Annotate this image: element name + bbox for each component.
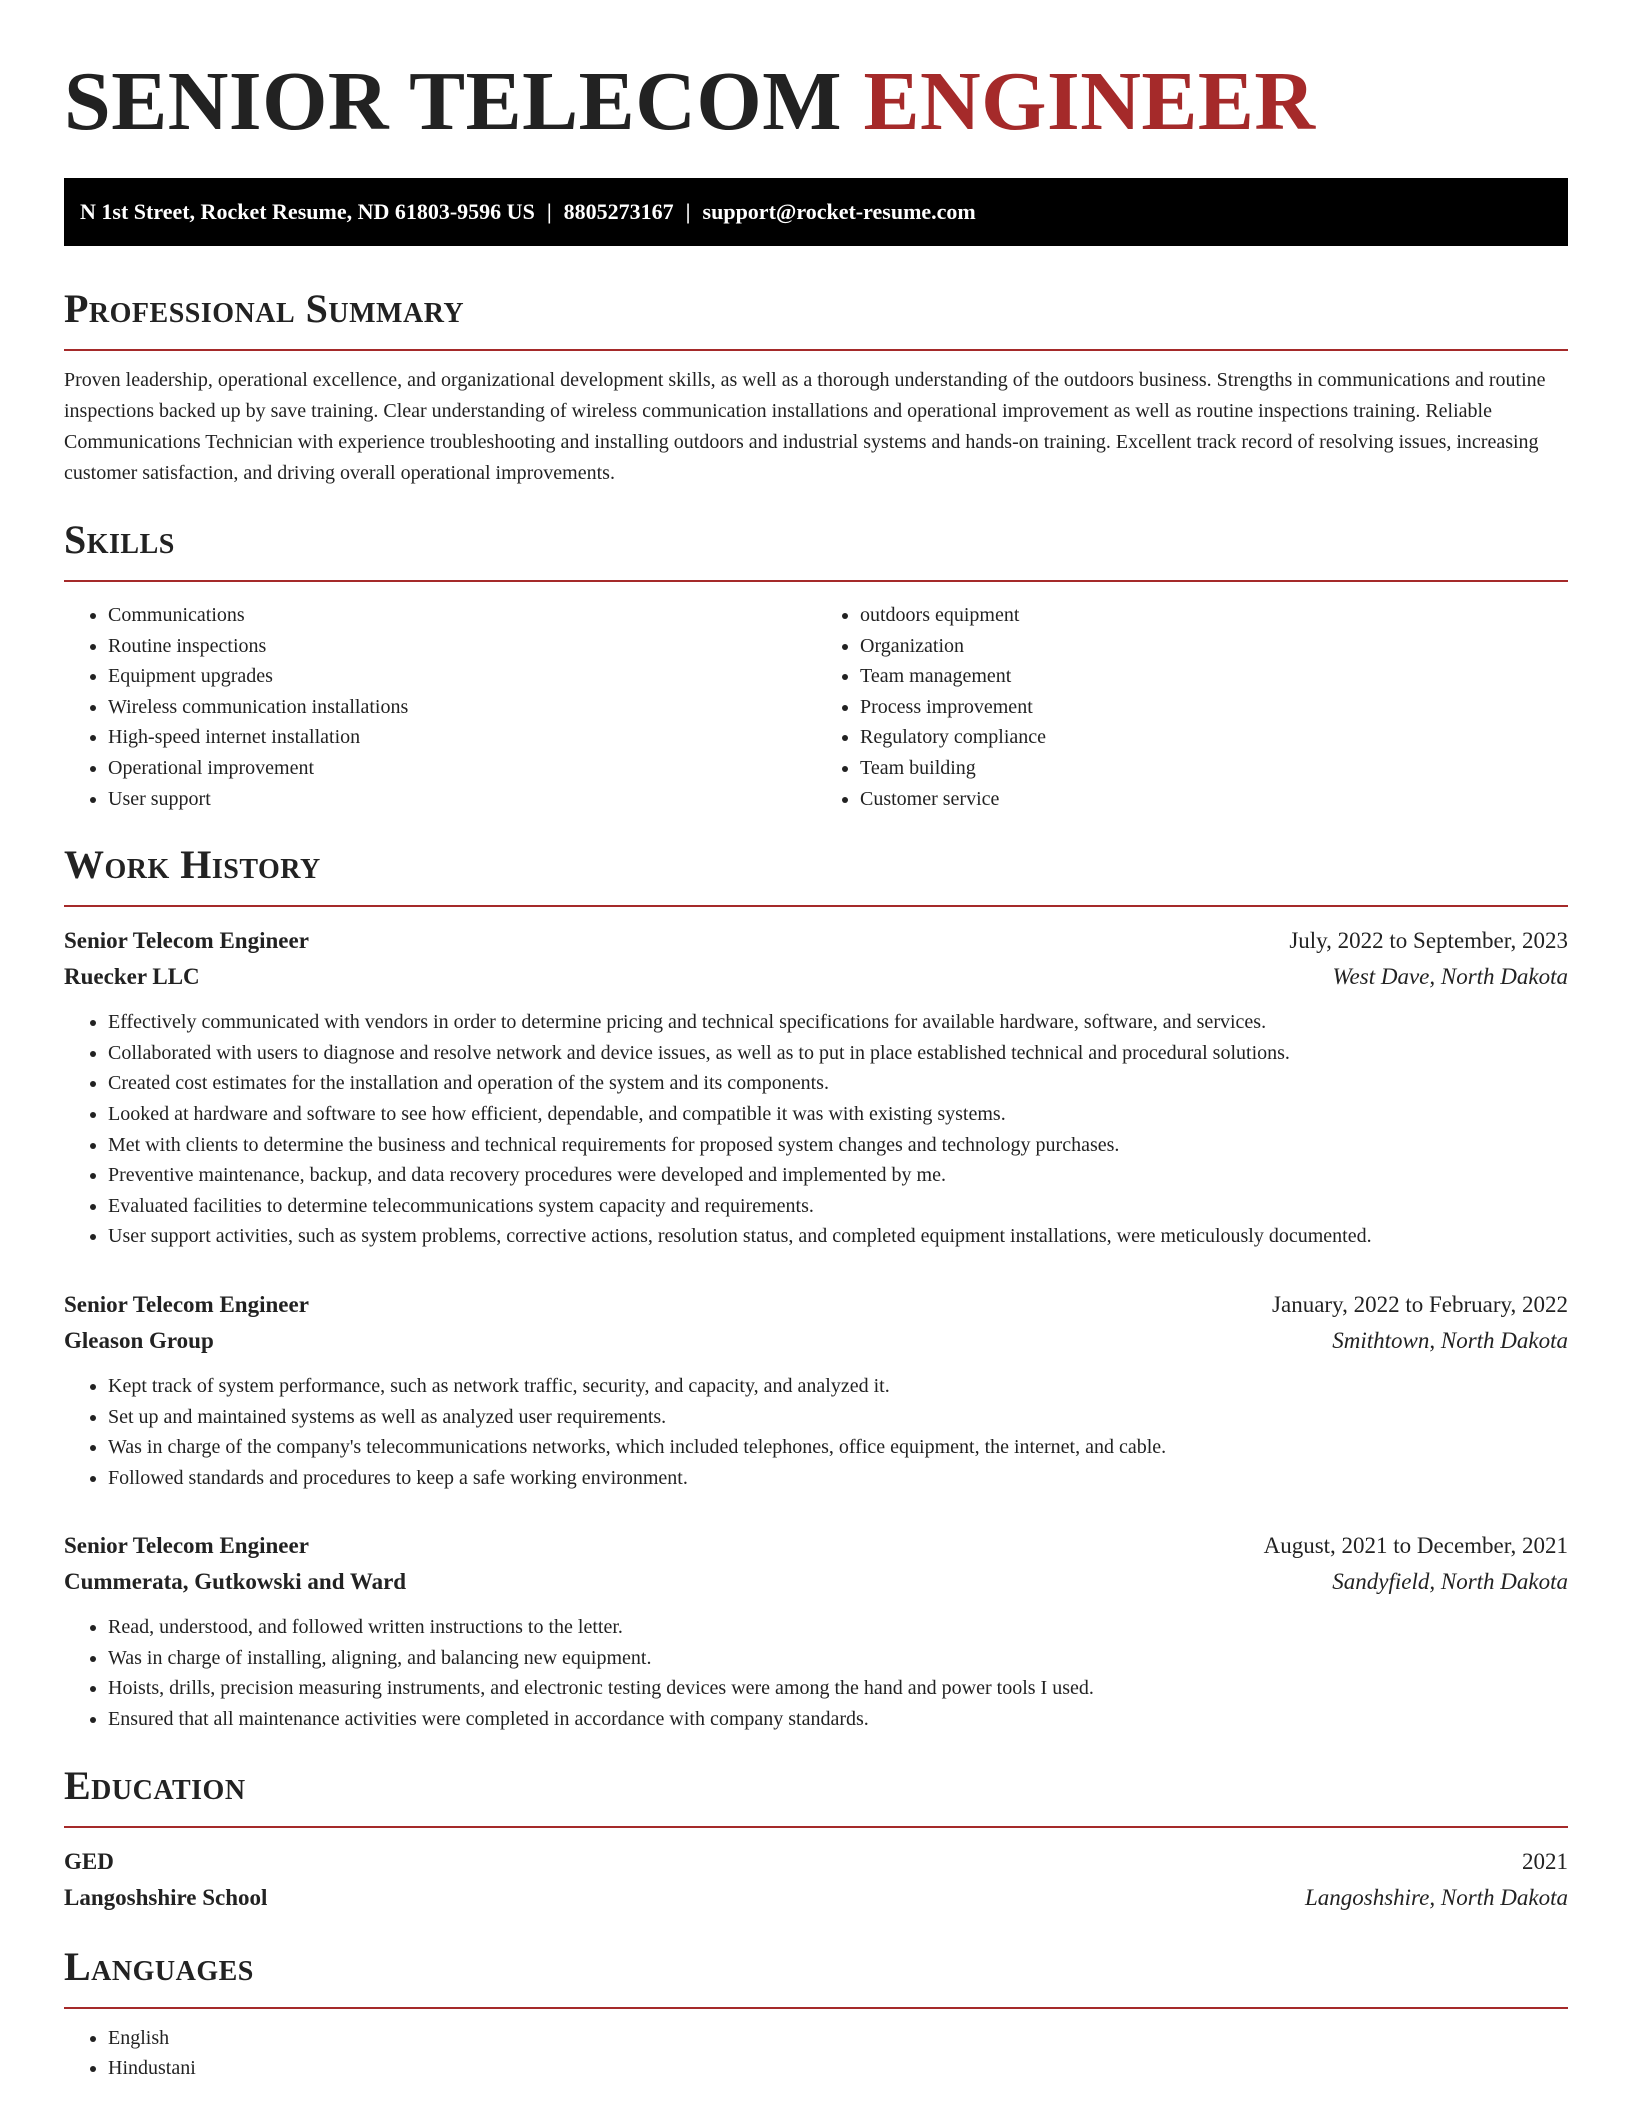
skill-item: • Team management [860,661,1568,692]
summary-text: Proven leadership, operational excellence, and organizational development skills, as well as a thorough understanding of the outdoors business. Strengths in communications and routine inspections backed up by save training. Clear understanding of wireless communication installations and operational improvement as well as routine inspections training. Reliable Communications Technician with experience troubleshooting and installing outdoors and industrial systems and hands-on training. Excellent track record of resolving issues, increasing customer satisfaction, and driving overall operational improvements. [64,369,1546,484]
education-section [64,1763,1568,1916]
section-title-skills: Skills [64,517,175,562]
job-entry [64,923,1568,1252]
section-title-work: Work History [64,842,321,888]
section-title-languages: Languages [64,1943,254,1989]
job-bullet: • Created cost estimates for the installation and operation of the system and its components. [108,1068,1568,1099]
skills-columns [64,600,1568,814]
job-bullet: • Effectively communicated with vendors in order to determine pricing and technical specifications for available hardware, software, and services. [108,1007,1568,1038]
skill-item: • Routine inspections [108,631,816,662]
language-item: • English [108,2023,1568,2054]
contact-address: N 1st Street, Rocket Resume, ND 61803-9596 US [80,199,535,224]
education-entry [64,1844,1568,1916]
section-title-summary: Professional Summary [64,286,465,331]
skill-item: • Customer service [860,784,1568,815]
job-bullet: • Followed standards and procedures to keep a safe working environment. [108,1463,1568,1494]
job-header-row [64,923,1568,959]
education-header-row [64,1844,1568,1880]
skill-item: • Team building [860,753,1568,784]
skills-section [64,517,1568,814]
job-company-row [64,1323,1568,1359]
skill-item: • High-speed internet installation [108,722,816,753]
job-entry [64,1528,1568,1734]
job-bullet: • Read, understood, and followed written instructions to the letter. [108,1612,1568,1643]
job-company: Ruecker LLC [64,964,200,990]
education-school: Langoshshire School [64,1884,268,1910]
education-school-row [64,1880,1568,1916]
job-header-row [64,1528,1568,1564]
contact-separator: | [685,199,691,224]
job-bullet: • Was in charge of installing, aligning, and balancing new equipment. [108,1643,1568,1674]
title-main: SENIOR TELECOM [64,55,842,148]
skill-item: • Wireless communication installations [108,692,816,723]
job-bullets [64,1007,1568,1252]
section-divider [64,905,1568,907]
skills-left-list [64,600,816,814]
skills-right-list [816,600,1568,814]
skill-item: • Communications [108,600,816,631]
job-company-row [64,959,1568,995]
job-bullet: • Looked at hardware and software to see how efficient, dependable, and compatible it was with existing systems. [108,1099,1568,1130]
job-company: Cummerata, Gutkowski and Ward [64,1569,407,1595]
section-divider [64,2007,1568,2009]
work-section [64,842,1568,1735]
job-bullet: • Evaluated facilities to determine telecommunications system capacity and requirements. [108,1191,1568,1222]
job-location: Sandyfield, North Dakota [1332,1569,1568,1595]
job-dates: January, 2022 to February, 2022 [1272,1291,1568,1317]
skill-item: • outdoors equipment [860,600,1568,631]
summary-section [64,286,1568,489]
job-company-row [64,1564,1568,1600]
job-bullet: • Preventive maintenance, backup, and data recovery procedures were developed and implemented by me. [108,1160,1568,1191]
education-degree: GED [64,1848,114,1874]
education-location: Langoshshire, North Dakota [1304,1884,1568,1910]
job-bullet: • Kept track of system performance, such as network traffic, security, and capacity, and analyzed it. [108,1371,1568,1402]
skill-item: • Organization [860,631,1568,662]
contact-separator: | [546,199,552,224]
job-bullets [64,1612,1568,1734]
contact-phone[interactable]: 8805273167 [563,199,674,224]
job-bullet: • Hoists, drills, precision measuring instruments, and electronic testing devices were among the hand and power tools I used. [108,1673,1568,1704]
skill-item: • User support [108,784,816,815]
job-bullet: • Set up and maintained systems as well as analyzed user requirements. [108,1402,1568,1433]
skill-item: • Operational improvement [108,753,816,784]
job-header-row [64,1287,1568,1323]
job-bullet: • Collaborated with users to diagnose and resolve network and device issues, as well as to put in place established technical and procedural solutions. [108,1038,1568,1069]
job-bullet: • Was in charge of the company's telecommunications networks, which included telephones, office equipment, the internet, and cable. [108,1432,1568,1463]
job-title: Senior Telecom Engineer [64,1291,309,1317]
job-bullet: • Ensured that all maintenance activities were completed in accordance with company standards. [108,1704,1568,1735]
job-dates: August, 2021 to December, 2021 [1263,1533,1568,1559]
skill-item: • Process improvement [860,692,1568,723]
contact-email[interactable]: support@rocket-resume.com [702,199,976,224]
section-title-education: Education [64,1762,246,1808]
languages-section [64,1944,1568,2084]
job-company: Gleason Group [64,1327,214,1353]
job-dates: July, 2022 to September, 2023 [1289,928,1568,954]
job-bullet: • Met with clients to determine the business and technical requirements for proposed system changes and technology purchases. [108,1130,1568,1161]
resume-title [64,0,1568,152]
job-title: Senior Telecom Engineer [64,928,309,954]
contact-bar [64,178,1568,246]
title-accent: ENGINEER [863,55,1316,148]
languages-list [64,2023,1568,2084]
skill-item: • Equipment upgrades [108,661,816,692]
job-title: Senior Telecom Engineer [64,1533,309,1559]
job-location: Smithtown, North Dakota [1332,1327,1568,1353]
section-divider [64,349,1568,351]
job-bullets [64,1371,1568,1493]
job-location: West Dave, North Dakota [1332,964,1568,990]
job-bullet: • User support activities, such as system problems, corrective actions, resolution status, and completed equipment installations, were meticulously documented. [108,1221,1568,1252]
section-divider [64,1826,1568,1828]
language-item: • Hindustani [108,2053,1568,2084]
skill-item: • Regulatory compliance [860,722,1568,753]
education-year: 2021 [1522,1848,1568,1874]
section-divider [64,580,1568,582]
job-entry [64,1287,1568,1493]
